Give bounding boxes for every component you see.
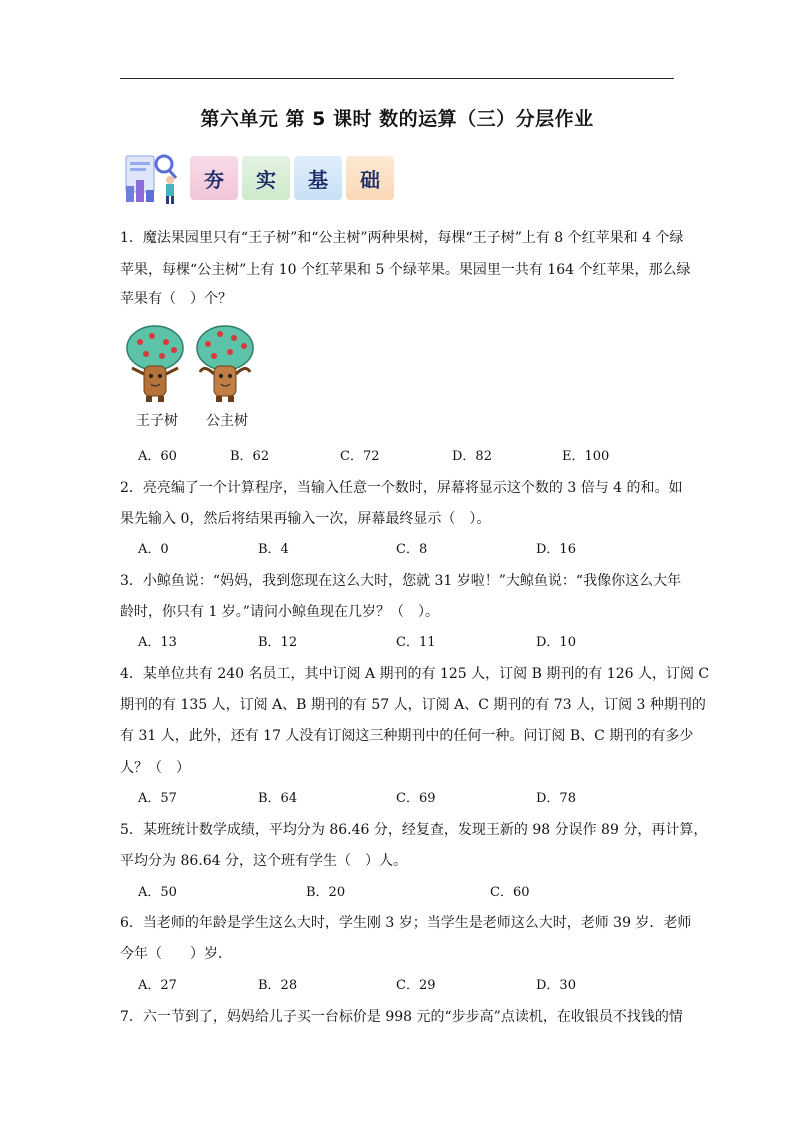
question-text: 人？（ ）: [120, 760, 190, 776]
question-text: 苹果有（ ）个？: [120, 291, 232, 307]
banner-tile: 础: [346, 156, 394, 200]
question-text: 4．某单位共有 240 名员工，其中订阅 A 期刊的有 125 人，订阅 B 期刊的有 126 人，订阅 C: [120, 666, 710, 682]
question-text: 苹果，每棵“公主树”上有 10 个红苹果和 5 个绿苹果。果园里一共有 164 个红苹果，那么绿: [120, 262, 691, 278]
option: B．12: [258, 635, 298, 650]
prince-tree-icon: [124, 324, 186, 404]
question-text: 1．魔法果园里只有“王子树”和“公主树”两种果树，每棵“王子树”上有 8 个红苹果和 4 个绿: [120, 230, 684, 246]
question-text: 有 31 人，此外，还有 17 人没有订阅这三种期刊中的任何一种。问订阅 B、C 期刊的有多少: [120, 728, 694, 744]
question-text: 7．六一节到了，妈妈给儿子买一台标价是 998 元的“步步高”点读机，在收银员不找钱的情: [120, 1009, 683, 1025]
option: C．8: [396, 542, 428, 557]
option: C．69: [396, 791, 436, 806]
question-text: 2．亮亮编了一个计算程序，当输入任意一个数时，屏幕将显示这个数的 3 倍与 4 的和。如: [120, 480, 683, 496]
option: D．30: [536, 978, 576, 993]
option: A．60: [138, 449, 177, 464]
option: C．72: [340, 449, 380, 464]
option: B．62: [230, 449, 270, 464]
option: B．64: [258, 791, 298, 806]
question-text: 5．某班统计数学成绩，平均分为 86.46 分，经复查，发现王新的 98 分误作 89 分，再计算，: [120, 822, 708, 838]
option: A．27: [138, 978, 177, 993]
option: A．57: [138, 791, 177, 806]
option: B．20: [306, 885, 346, 900]
question-text: 3．小鲸鱼说：“妈妈，我到您现在这么大时，您就 31 岁啦！”大鲸鱼说：“我像你这么大年: [120, 573, 682, 589]
question-text: 今年（ ）岁．: [120, 946, 232, 962]
question-text: 平均分为 86.64 分，这个班有学生（ ）人。: [120, 853, 407, 869]
option: D．10: [536, 635, 576, 650]
question-text: 果先输入 0，然后将结果再输入一次，屏幕最终显示（ ）。: [120, 511, 491, 527]
study-illustration-icon: [120, 150, 186, 206]
section-banner: [120, 150, 410, 206]
banner-tile: 夯: [190, 156, 238, 200]
question-text: 期刊的有 135 人，订阅 A、B 期刊的有 57 人，订阅 A、C 期刊的有 73 人，订阅 3 种期刊的: [120, 697, 706, 713]
option: C．29: [396, 978, 436, 993]
option: B．4: [258, 542, 289, 557]
header-rule: [120, 78, 674, 79]
page-title: 第六单元 第 5 课时 数的运算（三）分层作业: [200, 108, 594, 130]
tree-label: 公主树: [206, 413, 248, 429]
option: A．13: [138, 635, 177, 650]
option: A．50: [138, 885, 177, 900]
option: D．16: [536, 542, 576, 557]
tree-label: 王子树: [136, 413, 178, 429]
option: A．0: [138, 542, 169, 557]
option: C．60: [490, 885, 530, 900]
option: C．11: [396, 635, 436, 650]
banner-tile: 基: [294, 156, 342, 200]
question-text: 龄时，你只有 1 岁。”请问小鲸鱼现在几岁？（ ）。: [120, 604, 439, 620]
option: E．100: [562, 449, 610, 464]
option: D．82: [452, 449, 492, 464]
option: B．28: [258, 978, 298, 993]
option: D．78: [536, 791, 576, 806]
question-text: 6．当老师的年龄是学生这么大时，学生刚 3 岁；当学生是老师这么大时，老师 39 岁．老师: [120, 915, 692, 931]
princess-tree-icon: [194, 324, 256, 404]
banner-tile: 实: [242, 156, 290, 200]
tree-illustration: [120, 324, 260, 434]
